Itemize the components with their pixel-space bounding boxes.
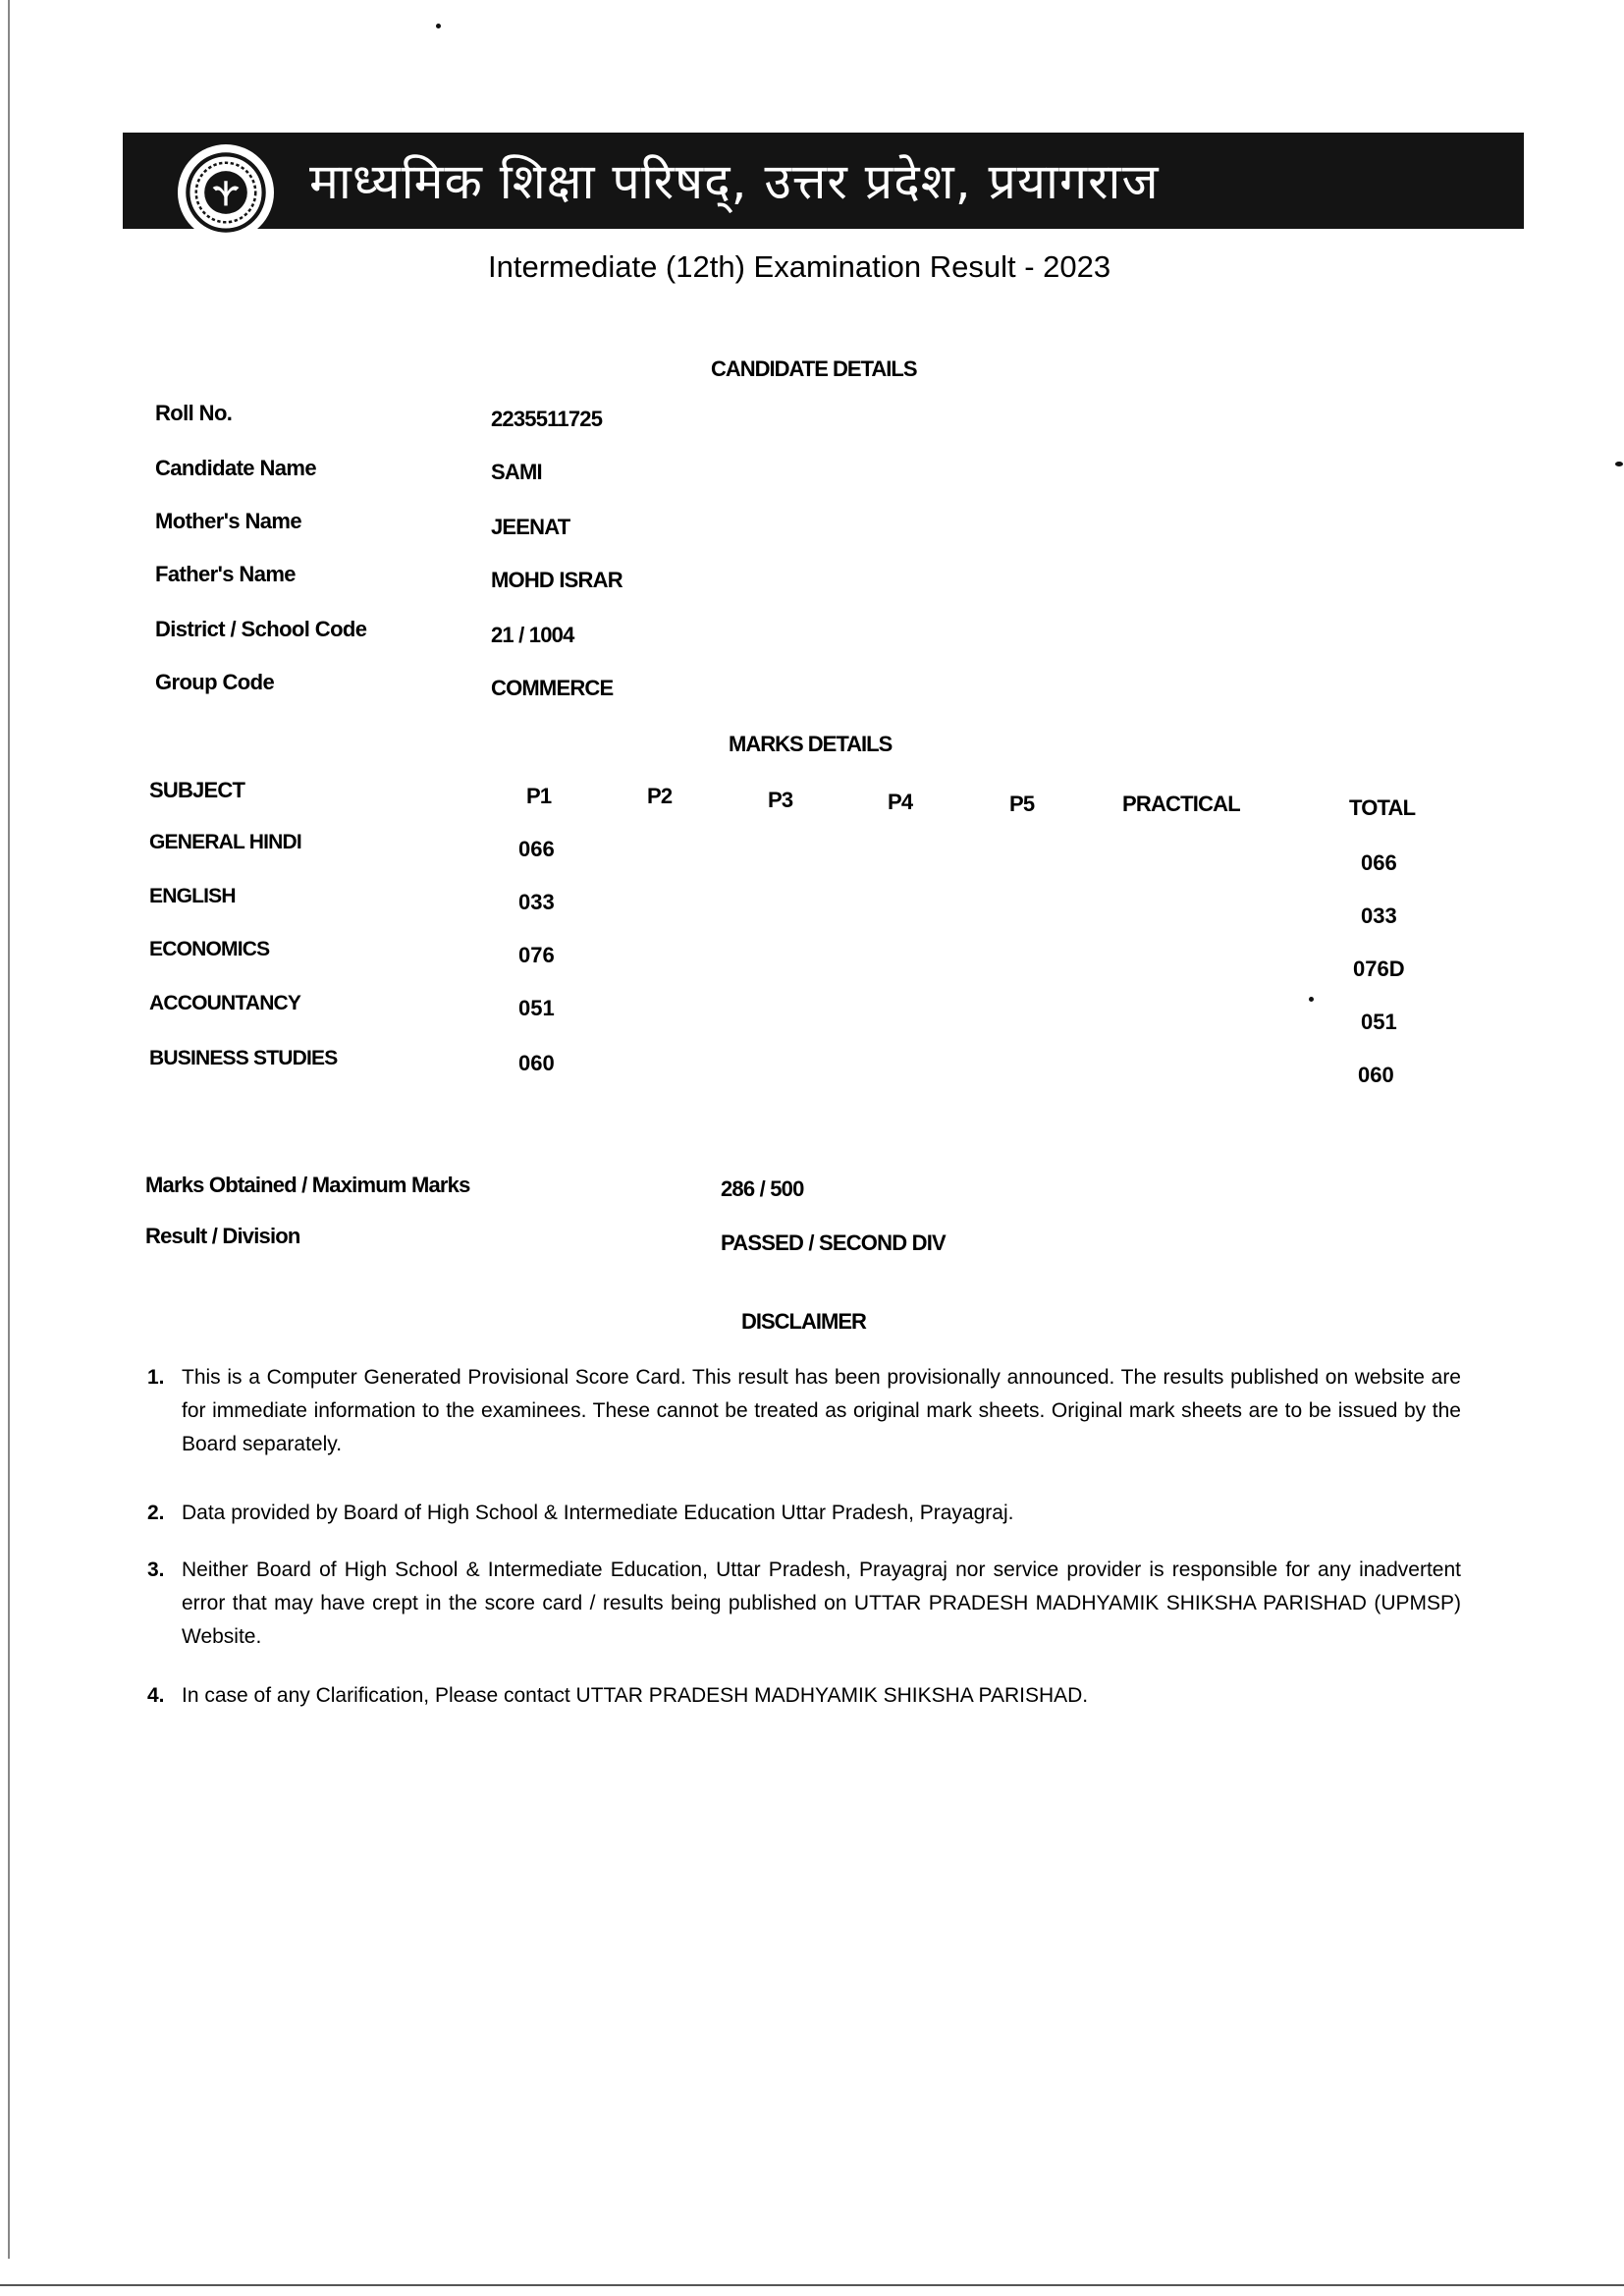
subject-name: ECONOMICS (149, 938, 270, 960)
mother-name-label: Mother's Name (155, 509, 302, 533)
subject-total-mark: 076D (1353, 957, 1405, 981)
result-division-value: PASSED / SECOND DIV (721, 1230, 946, 1255)
disclaimer-item-number: 1. (147, 1366, 165, 1389)
marks-obtained-label: Marks Obtained / Maximum Marks (145, 1173, 470, 1197)
subject-p1-mark: 060 (518, 1051, 555, 1075)
scan-edge-bottom (0, 2284, 1624, 2286)
exam-title: Intermediate (12th) Examination Result - 2023 (488, 249, 1111, 284)
subject-total-mark: 060 (1358, 1063, 1394, 1087)
column-header-subject: SUBJECT (149, 778, 245, 802)
upmsp-emblem-icon (185, 151, 267, 234)
candidate-details-heading: CANDIDATE DETAILS (711, 356, 917, 381)
board-title-hindi: माध्यमिक शिक्षा परिषद्, उत्तर प्रदेश, प्रयागराज (309, 153, 1160, 210)
subject-p1-mark: 076 (518, 943, 555, 967)
column-header-p1: P1 (526, 784, 552, 808)
column-header-p3: P3 (768, 788, 793, 812)
district-school-code-label: District / School Code (155, 617, 367, 641)
subject-total-mark: 051 (1361, 1010, 1397, 1034)
subject-p1-mark: 051 (518, 996, 555, 1020)
scan-speck (1615, 462, 1623, 466)
subject-p1-mark: 033 (518, 890, 555, 914)
disclaimer-item-text: Data provided by Board of High School & Intermediate Education Uttar Pradesh, Prayagraj. (182, 1502, 1014, 1524)
marks-obtained-value: 286 / 500 (721, 1176, 804, 1201)
disclaimer-item (147, 1497, 1461, 1530)
column-header-p2: P2 (647, 784, 673, 808)
disclaimer-item-text: This is a Computer Generated Provisional Score Card. This result has been provisionally announced. The results published on website are for immediate information to the examinees. These cannot be treated as original mark sheets. Original mark sheets are to be issued by the Board separately. (182, 1366, 1461, 1455)
candidate-name-value: SAMI (491, 460, 542, 484)
disclaimer-item (147, 1554, 1461, 1654)
column-header-practical: PRACTICAL (1122, 792, 1240, 816)
header-band (123, 133, 1524, 229)
result-division-label: Result / Division (145, 1224, 300, 1248)
disclaimer-heading: DISCLAIMER (741, 1309, 866, 1334)
subject-total-mark: 033 (1361, 903, 1397, 928)
disclaimer-item-number: 4. (147, 1684, 165, 1707)
column-header-p4: P4 (888, 790, 913, 814)
father-name-label: Father's Name (155, 562, 296, 586)
district-school-code-value: 21 / 1004 (491, 623, 574, 647)
candidate-name-label: Candidate Name (155, 456, 316, 480)
subject-name: ENGLISH (149, 885, 236, 907)
scan-speck (436, 24, 441, 28)
roll-no-value: 2235511725 (491, 407, 603, 431)
disclaimer-item-text: Neither Board of High School & Intermediate Education, Uttar Pradesh, Prayagraj nor service provider is responsible for any inadvertent error that may have crept in the score card / results being published on UTTAR PRADESH MADHYAMIK SHIKSHA PARISHAD (UPMSP) Website. (182, 1558, 1461, 1648)
disclaimer-item-text: In case of any Clarification, Please contact UTTAR PRADESH MADHYAMIK SHIKSHA PARISHAD. (182, 1684, 1089, 1707)
column-header-total: TOTAL (1349, 795, 1416, 820)
group-code-value: COMMERCE (491, 676, 614, 700)
logo (178, 144, 274, 241)
subject-name: GENERAL HINDI (149, 831, 301, 853)
subject-p1-mark: 066 (518, 837, 555, 861)
disclaimer-item (147, 1679, 1461, 1713)
group-code-label: Group Code (155, 670, 275, 694)
scan-speck (1309, 997, 1314, 1002)
mother-name-value: JEENAT (491, 515, 570, 539)
column-header-p5: P5 (1009, 792, 1035, 816)
subject-name: ACCOUNTANCY (149, 992, 301, 1014)
disclaimer-item-number: 3. (147, 1558, 165, 1581)
subject-total-mark: 066 (1361, 850, 1397, 875)
marks-details-heading: MARKS DETAILS (729, 732, 893, 756)
roll-no-label: Roll No. (155, 401, 233, 425)
subject-name: BUSINESS STUDIES (149, 1047, 338, 1069)
disclaimer-item-number: 2. (147, 1502, 165, 1524)
scan-edge-left (8, 0, 10, 2259)
father-name-value: MOHD ISRAR (491, 568, 623, 592)
disclaimer-item (147, 1361, 1461, 1461)
